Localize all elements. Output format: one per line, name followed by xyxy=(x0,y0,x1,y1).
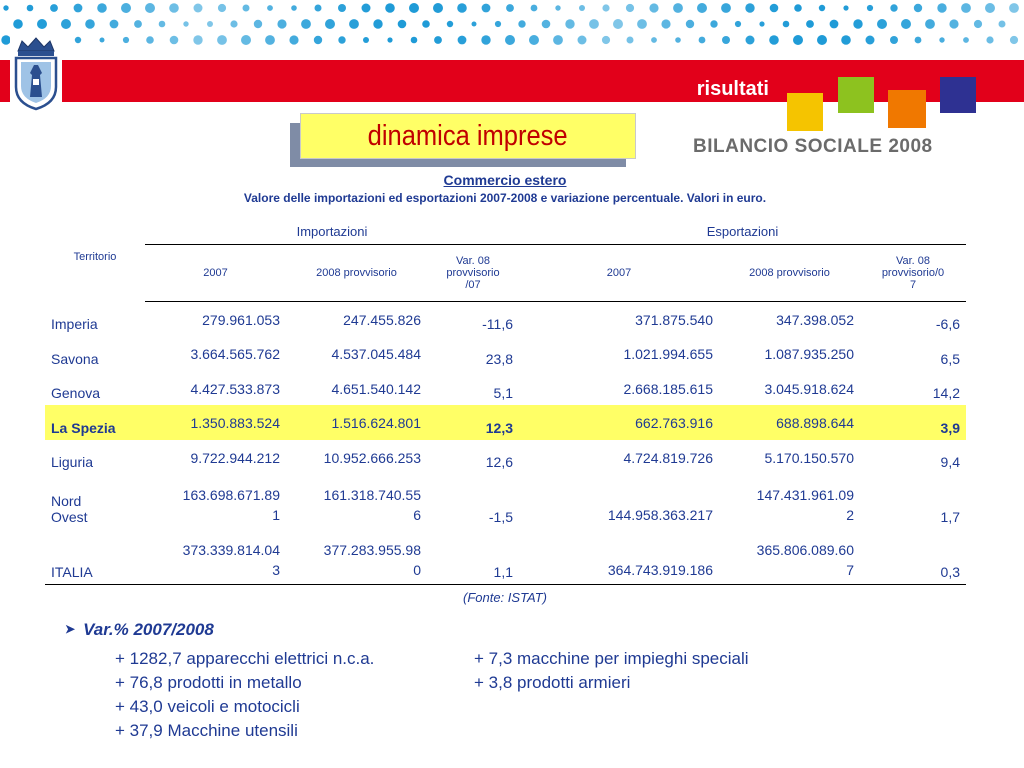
decorative-dot xyxy=(721,3,731,13)
table-description: Valore delle importazioni ed esportazioni 2007-2008 e variazione percentuale. Valori in euro. xyxy=(243,191,767,205)
cell-line: 3 xyxy=(272,561,280,578)
decorative-dot xyxy=(866,36,875,45)
decorative-dot xyxy=(937,3,946,12)
header-import-var xyxy=(427,245,519,302)
cell-imp07 xyxy=(145,405,286,440)
cell-line: 662.763.916 xyxy=(635,415,713,431)
cell-line: 4.427.533.873 xyxy=(190,380,280,397)
decorative-dot xyxy=(338,4,346,12)
section-title: risultati xyxy=(696,78,769,100)
decorative-dot xyxy=(637,19,647,29)
header-export-var-line: Var. 08 xyxy=(895,255,931,267)
decorative-dot xyxy=(529,35,539,45)
decorative-dot xyxy=(843,5,848,10)
cell-exp08 xyxy=(719,302,860,337)
decorative-dot xyxy=(301,19,311,29)
decorative-dot xyxy=(265,35,275,45)
header-import-2007: 2007 xyxy=(145,245,286,302)
decorative-dot xyxy=(159,21,166,28)
decorative-dot xyxy=(542,20,551,29)
decorative-dot xyxy=(505,35,515,45)
trade-table xyxy=(45,218,966,585)
decorative-dot xyxy=(963,37,969,43)
variation-item: + 7,3 macchine per impieghi speciali xyxy=(474,649,749,668)
decorative-dot xyxy=(145,3,155,13)
cell-imp08 xyxy=(286,529,427,584)
decorative-dot xyxy=(673,3,683,13)
cell-impvar: 5,1 xyxy=(493,385,513,401)
decorative-dot xyxy=(193,35,202,44)
variation-item: + 3,8 prodotti armieri xyxy=(474,673,631,692)
decorative-dot xyxy=(217,35,227,45)
decorative-dot xyxy=(207,21,213,27)
decorative-dot xyxy=(289,35,298,44)
decorative-dot xyxy=(589,19,599,29)
cell-line: 144.958.363.217 xyxy=(607,507,713,523)
decorative-dot xyxy=(793,35,803,45)
cell-line: 371.875.540 xyxy=(635,312,713,328)
decorative-dot xyxy=(409,3,419,13)
cell-line: 0 xyxy=(413,561,421,578)
decorative-dot xyxy=(830,20,839,29)
header-esportazioni: Esportazioni xyxy=(519,218,966,245)
header-import-2008: 2008 provvisorio xyxy=(286,245,427,302)
cell-line: ITALIA xyxy=(51,563,93,580)
variation-item: + 76,8 prodotti in metallo xyxy=(115,673,302,692)
header-export-var-line: provvisorio/0 xyxy=(881,267,945,279)
decorative-dot xyxy=(759,21,764,26)
decorative-dot xyxy=(555,5,560,10)
decorative-dot xyxy=(626,4,634,12)
decorative-dot xyxy=(890,36,898,44)
decorative-dot xyxy=(746,36,755,45)
decorative-dot xyxy=(291,5,297,11)
cell-line: 2.668.185.615 xyxy=(623,380,713,397)
decorative-dot xyxy=(458,36,467,45)
decorative-dot xyxy=(961,3,971,13)
cell-exp08 xyxy=(719,371,860,406)
decorative-dot xyxy=(506,4,514,12)
cell-line: 364.743.919.186 xyxy=(607,561,713,578)
cell-name xyxy=(45,405,145,440)
cell-impvar: 12,3 xyxy=(427,405,519,440)
decorative-dot xyxy=(267,5,273,11)
header-import-var-line: provvisorio xyxy=(446,267,500,279)
cell-expvar: 6,5 xyxy=(940,350,960,367)
cell-impvar: 12,6 xyxy=(485,454,513,470)
decorative-dot xyxy=(50,4,58,12)
variation-list-left xyxy=(115,647,374,743)
decorative-dot xyxy=(986,36,993,43)
cell-exp08 xyxy=(719,440,860,475)
cell-impvar: 1,1 xyxy=(427,529,519,584)
cell-exp07 xyxy=(519,474,719,529)
decorative-dot xyxy=(613,19,623,29)
cell-line: Savona xyxy=(51,350,99,367)
cell-impvar: -1,5 xyxy=(488,509,513,525)
decorative-dot xyxy=(61,19,71,29)
variation-list-right xyxy=(474,647,749,695)
decorative-dot xyxy=(37,19,47,29)
cell-exp08 xyxy=(719,529,860,584)
decorative-dot xyxy=(433,3,443,13)
bullet-title: Var.% 2007/2008 xyxy=(83,620,214,639)
cell-line: 10.952.666.253 xyxy=(323,449,421,466)
green-square xyxy=(838,77,874,113)
cell-imp07 xyxy=(145,336,286,371)
decorative-dot xyxy=(97,3,107,13)
source-note: (Fonte: ISTAT) xyxy=(462,590,548,605)
cell-line: 161.318.740.55 xyxy=(323,487,421,503)
cell-line: 4.651.540.142 xyxy=(331,380,421,397)
cell-exp07 xyxy=(519,371,719,406)
decorative-dot xyxy=(121,3,131,13)
decorative-dot xyxy=(457,3,467,13)
decorative-dot xyxy=(1009,3,1019,13)
cell-name xyxy=(45,529,145,584)
decorative-dot xyxy=(949,19,958,28)
navy-square xyxy=(940,77,976,113)
cell-line: Nord xyxy=(51,493,82,509)
cell-name xyxy=(45,474,145,529)
arrow-bullet-icon: ➤ xyxy=(65,622,76,636)
decorative-dot xyxy=(914,4,922,12)
decorative-dot xyxy=(853,19,862,28)
table-row xyxy=(45,474,966,529)
cell-impvar: -11,6 xyxy=(482,316,513,332)
cell-imp08 xyxy=(286,302,427,337)
cell-line: 7 xyxy=(846,561,854,578)
cell-line: 365.806.089.60 xyxy=(756,541,854,558)
cell-line: 4.724.819.726 xyxy=(623,449,713,466)
cell-exp08 xyxy=(719,336,860,371)
decorative-dot xyxy=(254,20,262,28)
cell-name xyxy=(45,440,145,475)
header-import-var-line: /07 xyxy=(465,279,481,291)
table-row xyxy=(45,336,966,371)
cell-expvar: -6,6 xyxy=(935,316,960,332)
cell-line: Liguria xyxy=(51,454,94,470)
decorative-dot xyxy=(925,19,935,29)
decorative-dot xyxy=(434,36,442,44)
cell-expvar: 14,2 xyxy=(932,385,960,401)
table-row xyxy=(45,371,966,406)
decorative-dot xyxy=(627,37,634,44)
orange-square xyxy=(888,90,926,128)
decorative-dot xyxy=(661,19,670,28)
decorative-dot xyxy=(985,3,995,13)
decorative-dot xyxy=(472,22,477,27)
decorative-dot xyxy=(447,21,453,27)
brand-text: BILANCIO SOCIALE xyxy=(693,136,883,157)
cell-line: 9.722.944.212 xyxy=(190,449,280,466)
decorative-dot xyxy=(651,37,657,43)
cell-line: La Spezia xyxy=(51,419,116,436)
decorative-dot xyxy=(770,4,779,13)
decorative-dot xyxy=(3,5,8,10)
cell-line: 3.664.565.762 xyxy=(190,346,280,362)
cell-expvar: 1,7 xyxy=(940,509,960,525)
decorative-dot xyxy=(649,3,658,12)
decorative-dot xyxy=(362,4,371,13)
cell-imp08 xyxy=(286,440,427,475)
cell-exp08 xyxy=(719,474,860,529)
cell-imp07 xyxy=(145,529,286,584)
cell-exp07 xyxy=(519,405,719,440)
header-export-2007: 2007 xyxy=(519,245,719,302)
cell-impvar: 23,8 xyxy=(485,350,513,367)
decorative-dot xyxy=(735,21,741,27)
table-row xyxy=(45,405,966,440)
decorative-dot xyxy=(123,37,129,43)
decorative-dot xyxy=(13,19,23,29)
decorative-dot xyxy=(110,20,119,29)
decorative-dot xyxy=(85,19,95,29)
decorative-dot xyxy=(495,21,501,27)
cell-line: 1.021.994.655 xyxy=(623,346,713,362)
header-export-var xyxy=(860,245,966,302)
header-importazioni: Importazioni xyxy=(145,218,519,245)
decorative-dot xyxy=(686,20,694,28)
yellow-square xyxy=(787,93,823,131)
cell-imp07 xyxy=(145,440,286,475)
decorative-dot xyxy=(783,21,790,28)
cell-line: Imperia xyxy=(51,316,98,332)
cell-name xyxy=(45,371,145,406)
decorative-dot xyxy=(241,35,251,45)
decorative-dot xyxy=(999,21,1006,28)
cell-line: 688.898.644 xyxy=(776,415,854,431)
cell-line: 147.431.961.09 xyxy=(756,487,854,503)
cell-exp07 xyxy=(519,336,719,371)
decorative-dot xyxy=(218,4,226,12)
decorative-dot xyxy=(579,5,585,11)
decorative-dot xyxy=(169,3,179,13)
decorative-dot xyxy=(325,19,335,29)
decorative-dot xyxy=(100,38,105,43)
decorative-dot xyxy=(806,20,814,28)
table-title: Commercio estero xyxy=(443,172,567,188)
decorative-dot xyxy=(841,35,851,45)
decorative-dot xyxy=(481,35,490,44)
decorative-dot xyxy=(901,19,911,29)
cell-exp07 xyxy=(519,302,719,337)
decorative-dot xyxy=(697,3,707,13)
decorative-dot xyxy=(315,5,322,12)
cell-expvar: 3,9 xyxy=(860,405,966,440)
decorative-dot xyxy=(939,37,944,42)
cell-expvar: 0,3 xyxy=(860,529,966,584)
brand-year: 2008 xyxy=(888,136,933,157)
cell-line: 3.045.918.624 xyxy=(764,380,854,397)
cell-line: 373.339.814.04 xyxy=(182,541,280,558)
decorative-dot xyxy=(27,5,34,12)
decorative-dot xyxy=(819,5,825,11)
decorative-dot xyxy=(699,37,706,44)
decorative-dot xyxy=(314,36,322,44)
cell-exp07 xyxy=(519,529,719,584)
decorative-dot xyxy=(722,36,730,44)
cell-name xyxy=(45,336,145,371)
decorative-dot xyxy=(1010,36,1018,44)
variation-item: + 1282,7 apparecchi elettrici n.c.a. xyxy=(115,649,375,668)
cell-line: 2 xyxy=(846,507,854,523)
dotted-header-band xyxy=(0,0,1024,56)
decorative-dot xyxy=(602,4,609,11)
table-row xyxy=(45,302,966,337)
brand-label xyxy=(693,136,933,158)
variation-item: + 43,0 veicoli e motocicli xyxy=(115,697,300,716)
page-title: dinamica imprese xyxy=(367,119,568,152)
decorative-dot xyxy=(675,37,681,43)
decorative-dot xyxy=(422,20,430,28)
table-row xyxy=(45,529,966,584)
decorative-dot xyxy=(867,5,873,11)
decorative-dot xyxy=(398,20,407,29)
variation-item: + 37,9 Macchine utensili xyxy=(115,721,298,740)
decorative-dot xyxy=(769,35,779,45)
decorative-dot xyxy=(915,37,922,44)
cell-line: 1.516.624.801 xyxy=(331,415,421,431)
cell-line: 1.350.883.524 xyxy=(190,415,280,431)
cell-line: Genova xyxy=(51,385,101,401)
header-export-var-line: 7 xyxy=(909,279,917,291)
decorative-dot xyxy=(710,20,717,27)
decorative-dot xyxy=(170,36,179,45)
coat-of-arms-logo xyxy=(10,35,62,111)
decorative-dot xyxy=(387,37,392,42)
decorative-dot xyxy=(817,35,827,45)
decorative-dot xyxy=(602,36,610,44)
cell-line: 1 xyxy=(272,507,280,523)
decorative-dot xyxy=(183,21,188,26)
cell-imp07 xyxy=(145,371,286,406)
cell-exp07 xyxy=(519,440,719,475)
cell-line: Ovest xyxy=(51,509,88,525)
decorative-dot xyxy=(578,36,587,45)
cell-line: 6 xyxy=(413,507,421,523)
decorative-dot xyxy=(482,4,491,13)
cell-line: 347.398.052 xyxy=(776,312,854,328)
decorative-dot xyxy=(531,5,538,12)
decorative-dot xyxy=(553,35,563,45)
decorative-dot xyxy=(74,4,83,13)
cell-imp07 xyxy=(145,302,286,337)
decorative-dot xyxy=(146,36,154,44)
cell-imp07 xyxy=(145,474,286,529)
cell-imp08 xyxy=(286,371,427,406)
cell-line: 279.961.053 xyxy=(202,312,280,328)
title-box xyxy=(300,113,636,159)
decorative-dot xyxy=(565,19,574,28)
cell-name xyxy=(45,302,145,337)
decorative-dot xyxy=(230,20,237,27)
header-import-var-line: Var. 08 xyxy=(455,255,491,267)
cell-line: 1.087.935.250 xyxy=(764,346,854,362)
decorative-dot xyxy=(794,4,802,12)
cell-imp08 xyxy=(286,405,427,440)
decorative-dot xyxy=(338,36,345,43)
decorative-dot xyxy=(363,37,369,43)
decorative-dot xyxy=(745,3,754,12)
decorative-dot xyxy=(243,5,250,12)
cell-line: 377.283.955.98 xyxy=(323,541,421,558)
bullet-heading xyxy=(65,620,214,640)
cell-imp08 xyxy=(286,336,427,371)
decorative-dot xyxy=(349,19,359,29)
decorative-dot xyxy=(877,19,887,29)
decorative-dot xyxy=(411,37,418,44)
cell-line: 247.455.826 xyxy=(343,312,421,328)
decorative-dot xyxy=(277,19,286,28)
cell-line: 5.170.150.570 xyxy=(764,449,854,466)
decorative-dot xyxy=(890,4,897,11)
cell-expvar: 9,4 xyxy=(940,454,960,470)
decorative-dot xyxy=(974,20,982,28)
table-row xyxy=(45,440,966,475)
decorative-dot xyxy=(194,4,203,13)
cell-imp08 xyxy=(286,474,427,529)
decorative-dot xyxy=(75,37,81,43)
header-export-2008: 2008 provvisorio xyxy=(719,245,860,302)
cell-line: 163.698.671.89 xyxy=(182,487,280,503)
decorative-dot xyxy=(134,20,142,28)
header-territorio: Territorio xyxy=(73,251,117,263)
cell-line: 4.537.045.484 xyxy=(331,346,421,362)
decorative-dot xyxy=(518,20,525,27)
cell-exp08 xyxy=(719,405,860,440)
decorative-dot xyxy=(373,19,382,28)
decorative-dot xyxy=(385,3,395,13)
